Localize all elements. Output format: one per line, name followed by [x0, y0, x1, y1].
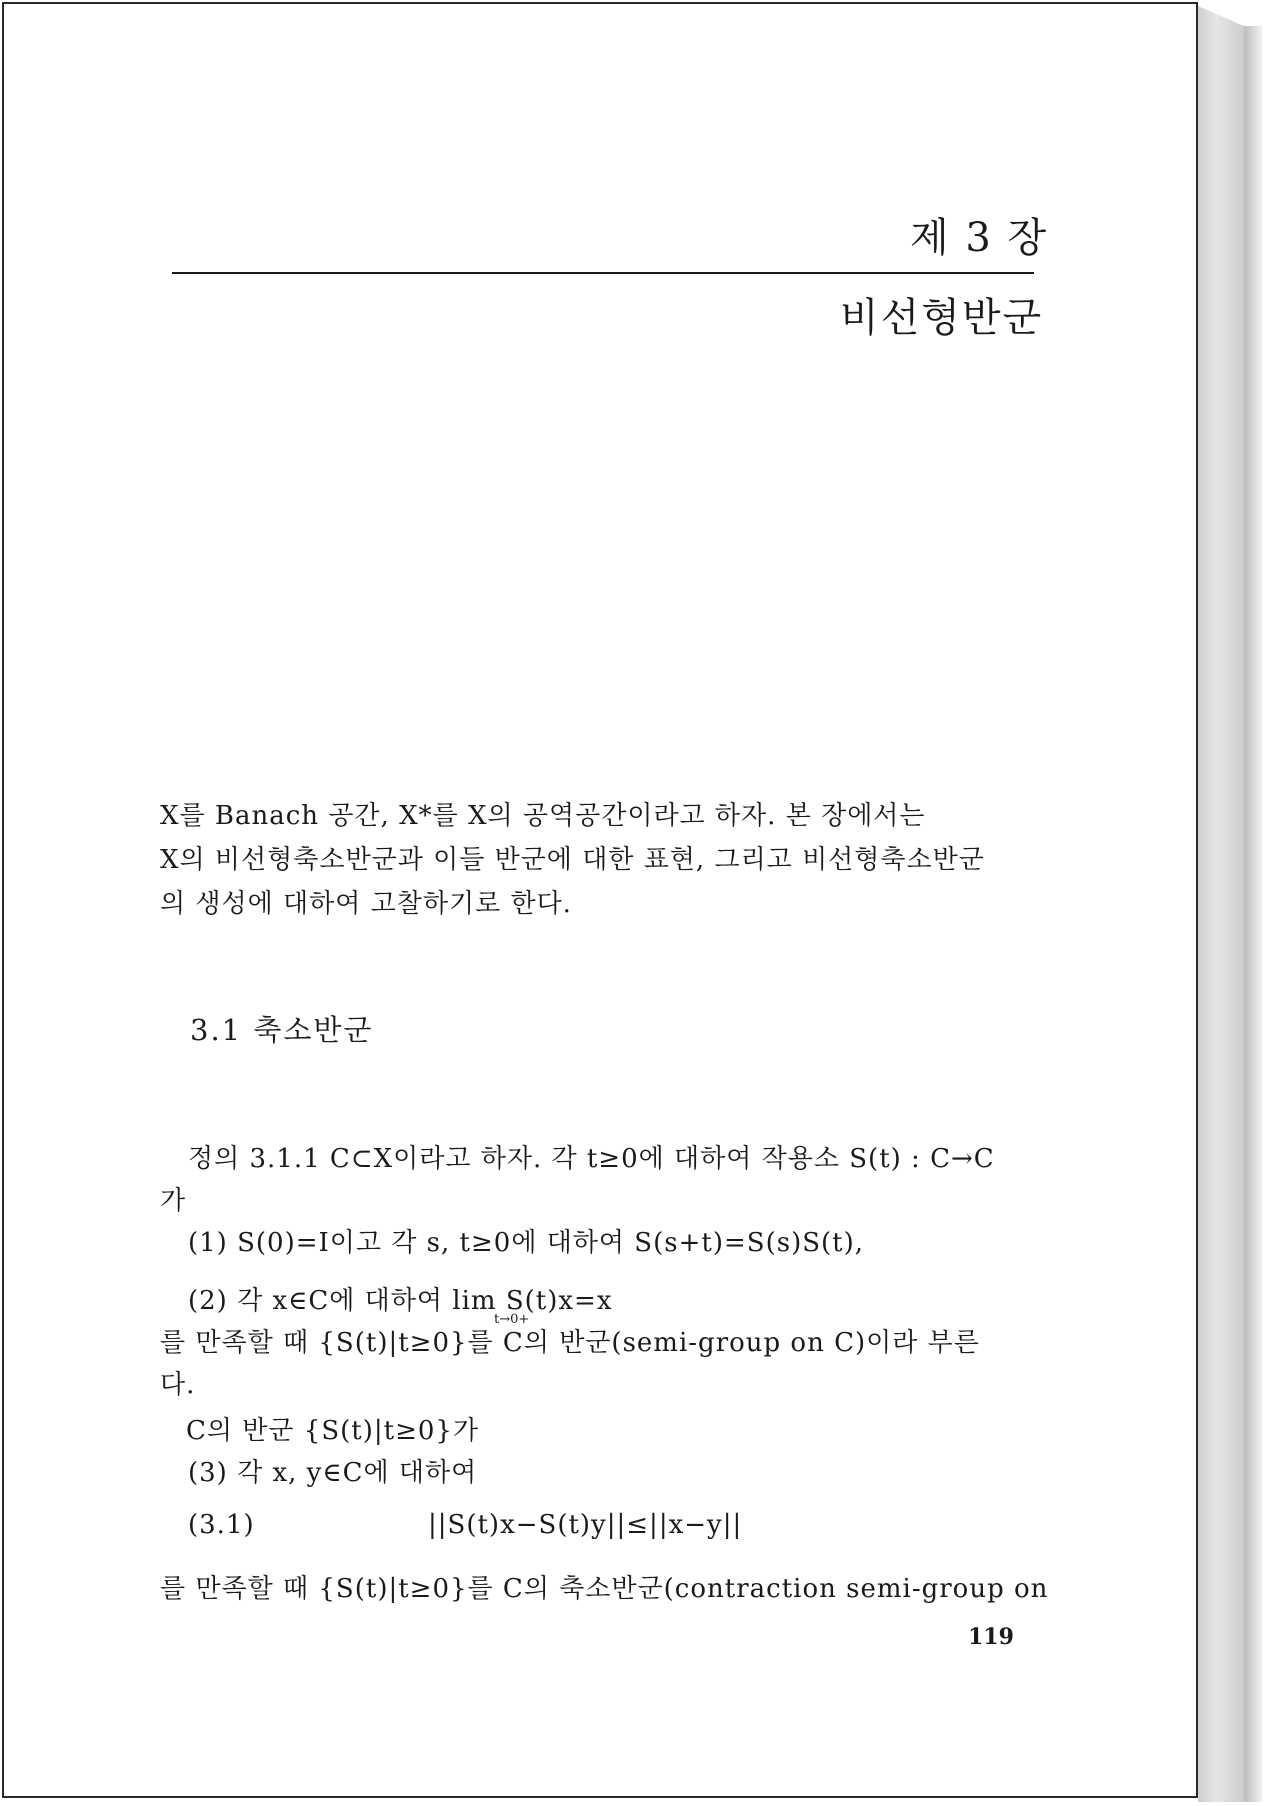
equation-label: (3.1) — [188, 1510, 255, 1540]
intro-line-2: X의 비선형축소반군과 이들 반군에 대한 표현, 그리고 비선형축소반군 — [160, 845, 985, 875]
chapter-title: 비선형반군 — [840, 295, 1044, 341]
chapter-number: 제 3 장 — [910, 215, 1049, 261]
page-number: 119 — [968, 1624, 1014, 1650]
intro-line-1: X를 Banach 공간, X*를 X의 공역공간이라고 하자. 본 장에서는 — [160, 801, 926, 831]
chapter-rule — [172, 272, 1034, 274]
definition-line-3: 를 만족할 때 {S(t)|t≥0}를 C의 반군(semi-group on C)이라 부른 — [160, 1328, 980, 1358]
equation-body: ||S(t)x−S(t)y||≤||x−y|| — [428, 1510, 743, 1540]
definition-line-5: C의 반군 {S(t)|t≥0}가 — [186, 1416, 480, 1446]
condition-3: (3) 각 x, y∈C에 대하여 — [188, 1458, 478, 1488]
limit-subscript: t→0+ — [494, 1312, 530, 1327]
definition-line-2: 가 — [160, 1186, 187, 1216]
condition-2: (2) 각 x∈C에 대하여 lim S(t)x=x — [188, 1286, 613, 1316]
condition-1: (1) S(0)=I이고 각 s, t≥0에 대하여 S(s+t)=S(s)S(t), — [188, 1228, 865, 1258]
definition-line-4: 다. — [160, 1370, 196, 1400]
definition-line-1: 정의 3.1.1 C⊂X이라고 하자. 각 t≥0에 대하여 작용소 S(t) : C→C — [188, 1144, 995, 1174]
section-heading: 3.1 축소반군 — [190, 1013, 374, 1047]
intro-line-3: 의 생성에 대하여 고찰하기로 한다. — [160, 889, 572, 919]
page-edge — [1198, 6, 1244, 1802]
definition-line-6: 를 만족할 때 {S(t)|t≥0}를 C의 축소반군(contraction semi-group on — [160, 1574, 1049, 1604]
page-edge-shadow — [1244, 26, 1262, 1802]
